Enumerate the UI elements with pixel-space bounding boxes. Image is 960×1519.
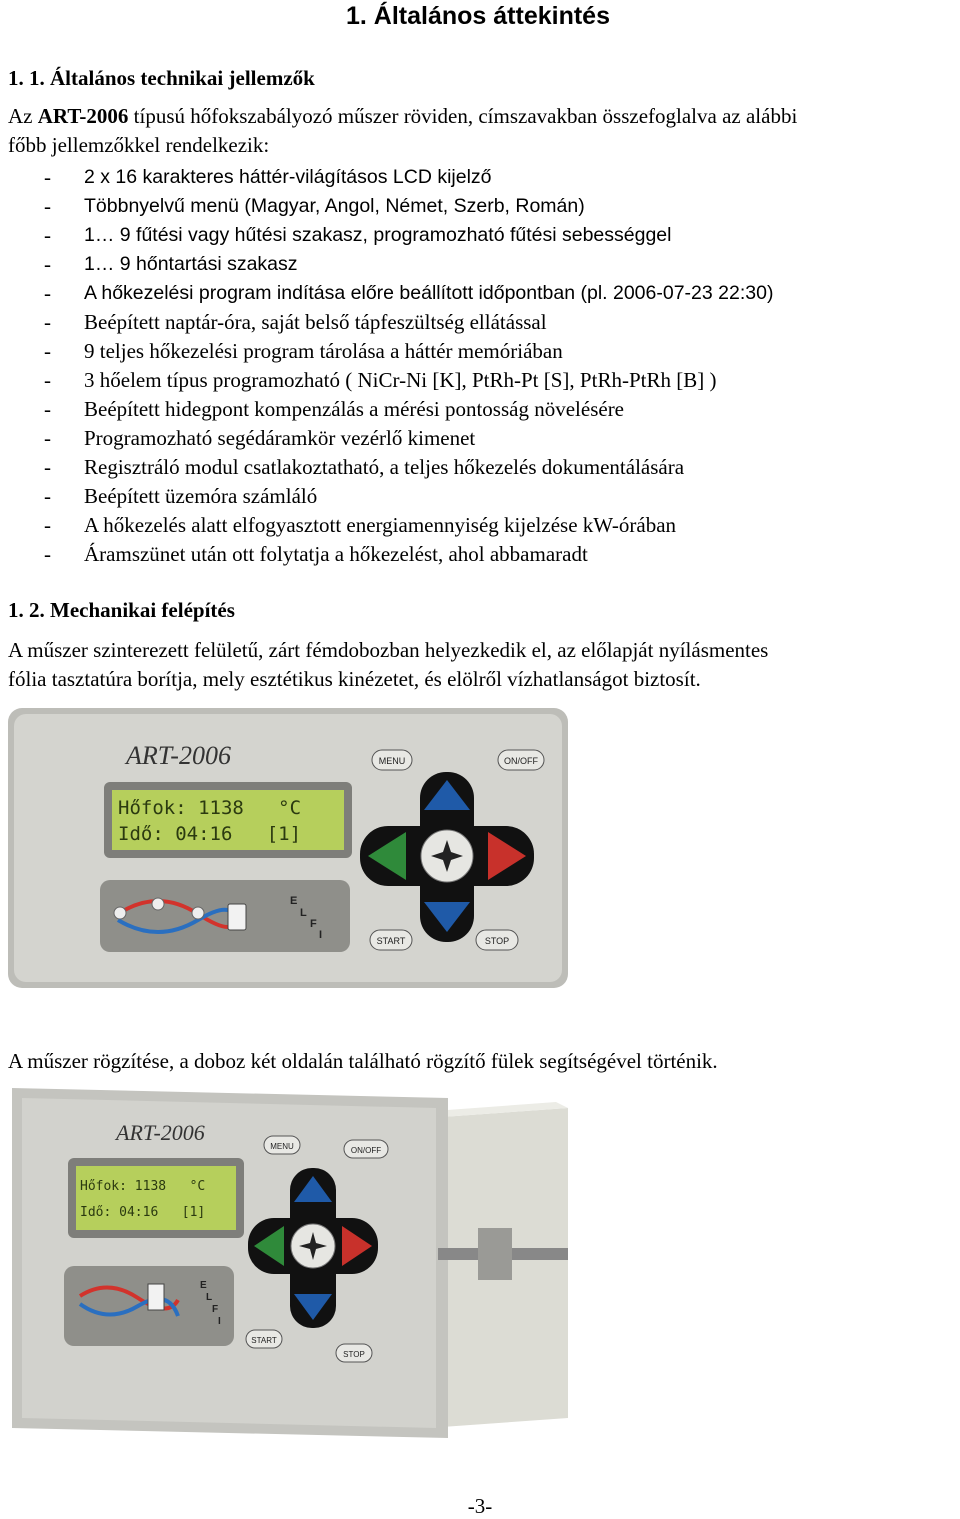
menu2-button-label: MENU bbox=[270, 1142, 294, 1151]
list-dash: - bbox=[44, 397, 51, 421]
intro-line-2: főbb jellemzőkkel rendelkezik: bbox=[8, 133, 270, 157]
lcd2-screen bbox=[76, 1166, 236, 1230]
list-dash: - bbox=[44, 310, 51, 334]
feature-text: Beépített üzemóra számláló bbox=[84, 484, 318, 508]
stop2-button[interactable] bbox=[336, 1344, 372, 1362]
stop-button[interactable] bbox=[476, 930, 518, 950]
start2-button[interactable] bbox=[246, 1330, 282, 1348]
list-dash: - bbox=[44, 368, 51, 392]
list-dash: - bbox=[44, 426, 51, 450]
status-led-2 bbox=[152, 898, 164, 910]
list-dash: - bbox=[44, 455, 51, 479]
lcd2-line-1: Hőfok: 1138 °C bbox=[80, 1179, 206, 1194]
start-button[interactable] bbox=[370, 930, 412, 950]
feature-text: Többnyelvű menü (Magyar, Angol, Német, Szerb, Román) bbox=[84, 195, 585, 217]
mount-bracket bbox=[478, 1228, 512, 1280]
lcd2-line-2: Idő: 04:16 [1] bbox=[80, 1205, 206, 1220]
list-dash: - bbox=[44, 165, 51, 189]
menu2-button[interactable] bbox=[264, 1136, 300, 1154]
intro-post: típusú hőfokszabályozó műszer röviden, címszavakban összefoglalva az alábbi bbox=[128, 104, 798, 128]
device-front-photo bbox=[8, 708, 568, 988]
mech-para-line-1: A műszer szinterezett felületű, zárt fémdobozban helyezkedik el, az előlapját nyílásmentes bbox=[8, 638, 769, 662]
feature-text: 3 hőelem típus programozható ( NiCr-Ni [K], PtRh-Pt [S], PtRh-PtRh [B] ) bbox=[84, 368, 717, 392]
onoff-button-label: ON/OFF bbox=[504, 756, 538, 766]
stop-button-label: STOP bbox=[484, 936, 510, 946]
hold2-icon bbox=[148, 1284, 164, 1310]
device2-model-label: ART-2006 bbox=[116, 1120, 205, 1145]
feature-text: Beépített naptár-óra, saját belső tápfeszültség ellátással bbox=[84, 310, 547, 334]
feature-text: 2 x 16 karakteres háttér-világításos LCD kijelző bbox=[84, 166, 492, 188]
menu-button-label: MENU bbox=[378, 756, 406, 766]
intro-pre: Az bbox=[8, 104, 38, 128]
list-dash: - bbox=[44, 223, 51, 247]
list-dash: - bbox=[44, 513, 51, 537]
status-led-1 bbox=[114, 907, 126, 919]
list-dash: - bbox=[44, 542, 51, 566]
elfi2-f: F bbox=[212, 1304, 219, 1315]
device-model-label: ART-2006 bbox=[126, 741, 231, 770]
feature-text: 9 teljes hőkezelési program tárolása a háttér memóriában bbox=[84, 339, 563, 363]
hold-icon bbox=[228, 904, 246, 930]
lcd-line-2: Idő: 04:16 [1] bbox=[118, 823, 302, 845]
list-dash: - bbox=[44, 252, 51, 276]
feature-text: Beépített hidegpont kompenzálás a mérési pontosság növelésére bbox=[84, 397, 625, 421]
start-button-label: START bbox=[376, 936, 406, 946]
status-panel bbox=[100, 880, 350, 952]
mount-text: A műszer rögzítése, a doboz két oldalán található rögzítő fülek segítségével történik. bbox=[8, 1049, 718, 1073]
feature-text: 1… 9 fűtési vagy hűtési szakasz, programozható fűtési sebességgel bbox=[84, 224, 672, 246]
intro-line-1 bbox=[8, 102, 797, 131]
feature-text: A hőkezelés alatt elfogyasztott energiamennyiség kijelzése kW-órában bbox=[84, 513, 677, 537]
list-dash: - bbox=[44, 484, 51, 508]
status-led-3 bbox=[192, 907, 204, 919]
model-name: ART-2006 bbox=[37, 104, 129, 128]
elfi-i: I bbox=[319, 929, 323, 941]
start2-button-label: START bbox=[251, 1336, 277, 1345]
list-dash: - bbox=[44, 281, 51, 305]
lcd-line-1: Hőfok: 1138 °C bbox=[118, 797, 302, 819]
feature-text: A hőkezelési program indítása előre beállított időpontban (pl. 2006-07-23 22:30) bbox=[84, 282, 774, 304]
list-dash: - bbox=[44, 194, 51, 218]
menu-button[interactable] bbox=[372, 750, 412, 770]
stop2-button-label: STOP bbox=[343, 1350, 365, 1359]
feature-text: Áramszünet után ott folytatja a hőkezelést, ahol abbamaradt bbox=[84, 542, 588, 566]
elfi-f: F bbox=[310, 918, 317, 930]
device-side-photo bbox=[8, 1078, 578, 1448]
onoff2-button-label: ON/OFF bbox=[350, 1146, 382, 1155]
mech-para-line-2: fólia tasztatúra borítja, mely esztétikus kinézetet, és elölről vízhatlanságot biztosít. bbox=[8, 667, 701, 691]
onoff2-button[interactable] bbox=[344, 1140, 388, 1158]
feature-text: 1… 9 hőntartási szakasz bbox=[84, 253, 298, 275]
elfi2-e: E bbox=[200, 1280, 207, 1291]
page-heading: 1. Általános áttekintés bbox=[346, 2, 610, 30]
elfi-e: E bbox=[290, 895, 298, 907]
page-number: -3- bbox=[467, 1494, 493, 1518]
elfi2-l: L bbox=[206, 1292, 213, 1303]
section-1-title: 1. 1. Általános technikai jellemzők bbox=[8, 66, 315, 90]
elfi-l: L bbox=[300, 907, 307, 919]
section-2-title: 1. 2. Mechanikai felépítés bbox=[8, 598, 235, 622]
list-dash: - bbox=[44, 339, 51, 363]
onoff-button[interactable] bbox=[498, 750, 544, 770]
elfi2-i: I bbox=[218, 1316, 221, 1327]
feature-text: Programozható segédáramkör vezérlő kimenet bbox=[84, 426, 476, 450]
feature-text: Regisztráló modul csatlakoztatható, a teljes hőkezelés dokumentálására bbox=[84, 455, 685, 479]
